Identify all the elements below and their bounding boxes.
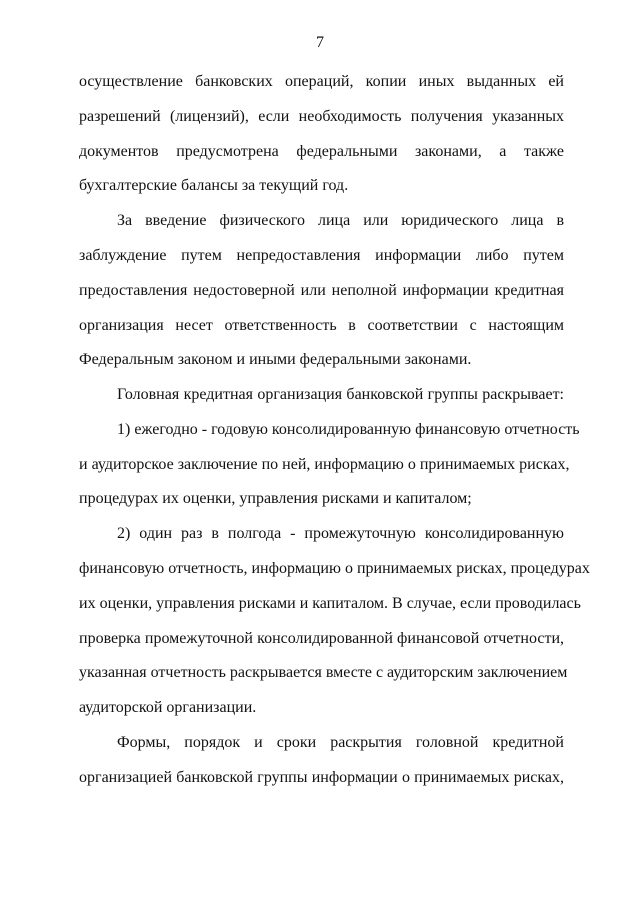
text-line: 1) ежегодно - годовую консолидированную финансовую отчетность bbox=[117, 421, 580, 438]
text-line: Федеральным законом и иными федеральными законами. bbox=[79, 351, 472, 368]
text-line: разрешений (лицензий), если необходимость получения указанных bbox=[79, 108, 564, 125]
text-line: заблуждение путем непредоставления информации либо путем bbox=[79, 247, 564, 264]
text-line: 2) один раз в полгода - промежуточную консолидированную bbox=[117, 525, 564, 542]
text-line: процедурах их оценки, управления рисками и капиталом; bbox=[79, 490, 472, 507]
text-line: финансовую отчетность, информацию о принимаемых рисках, процедурах bbox=[79, 560, 590, 577]
text-line: указанная отчетность раскрывается вместе с аудиторским заключением bbox=[79, 664, 568, 681]
text-line: и аудиторское заключение по ней, информацию о принимаемых рисках, bbox=[79, 456, 570, 473]
text-line: бухгалтерские балансы за текущий год. bbox=[79, 177, 349, 194]
text-line: Головная кредитная организация банковской группы раскрывает: bbox=[117, 386, 564, 403]
text-line: организацией банковской группы информации о принимаемых рисках, bbox=[79, 769, 564, 786]
text-line: документов предусмотрена федеральными законами, а также bbox=[79, 143, 564, 160]
text-line: их оценки, управления рисками и капиталом. В случае, если проводилась bbox=[79, 595, 581, 612]
text-line: проверка промежуточной консолидированной финансовой отчетности, bbox=[79, 630, 564, 647]
text-line: организация несет ответственность в соответствии с настоящим bbox=[79, 317, 564, 334]
text-line: предоставления недостоверной или неполной информации кредитная bbox=[79, 282, 564, 299]
text-line: Формы, порядок и сроки раскрытия головной кредитной bbox=[117, 734, 564, 751]
text-line: аудиторской организации. bbox=[79, 699, 257, 716]
page-number: 7 bbox=[316, 34, 324, 51]
text-line: осуществление банковских операций, копии иных выданных ей bbox=[79, 73, 564, 90]
text-line: За введение физического лица или юридического лица в bbox=[117, 212, 564, 229]
